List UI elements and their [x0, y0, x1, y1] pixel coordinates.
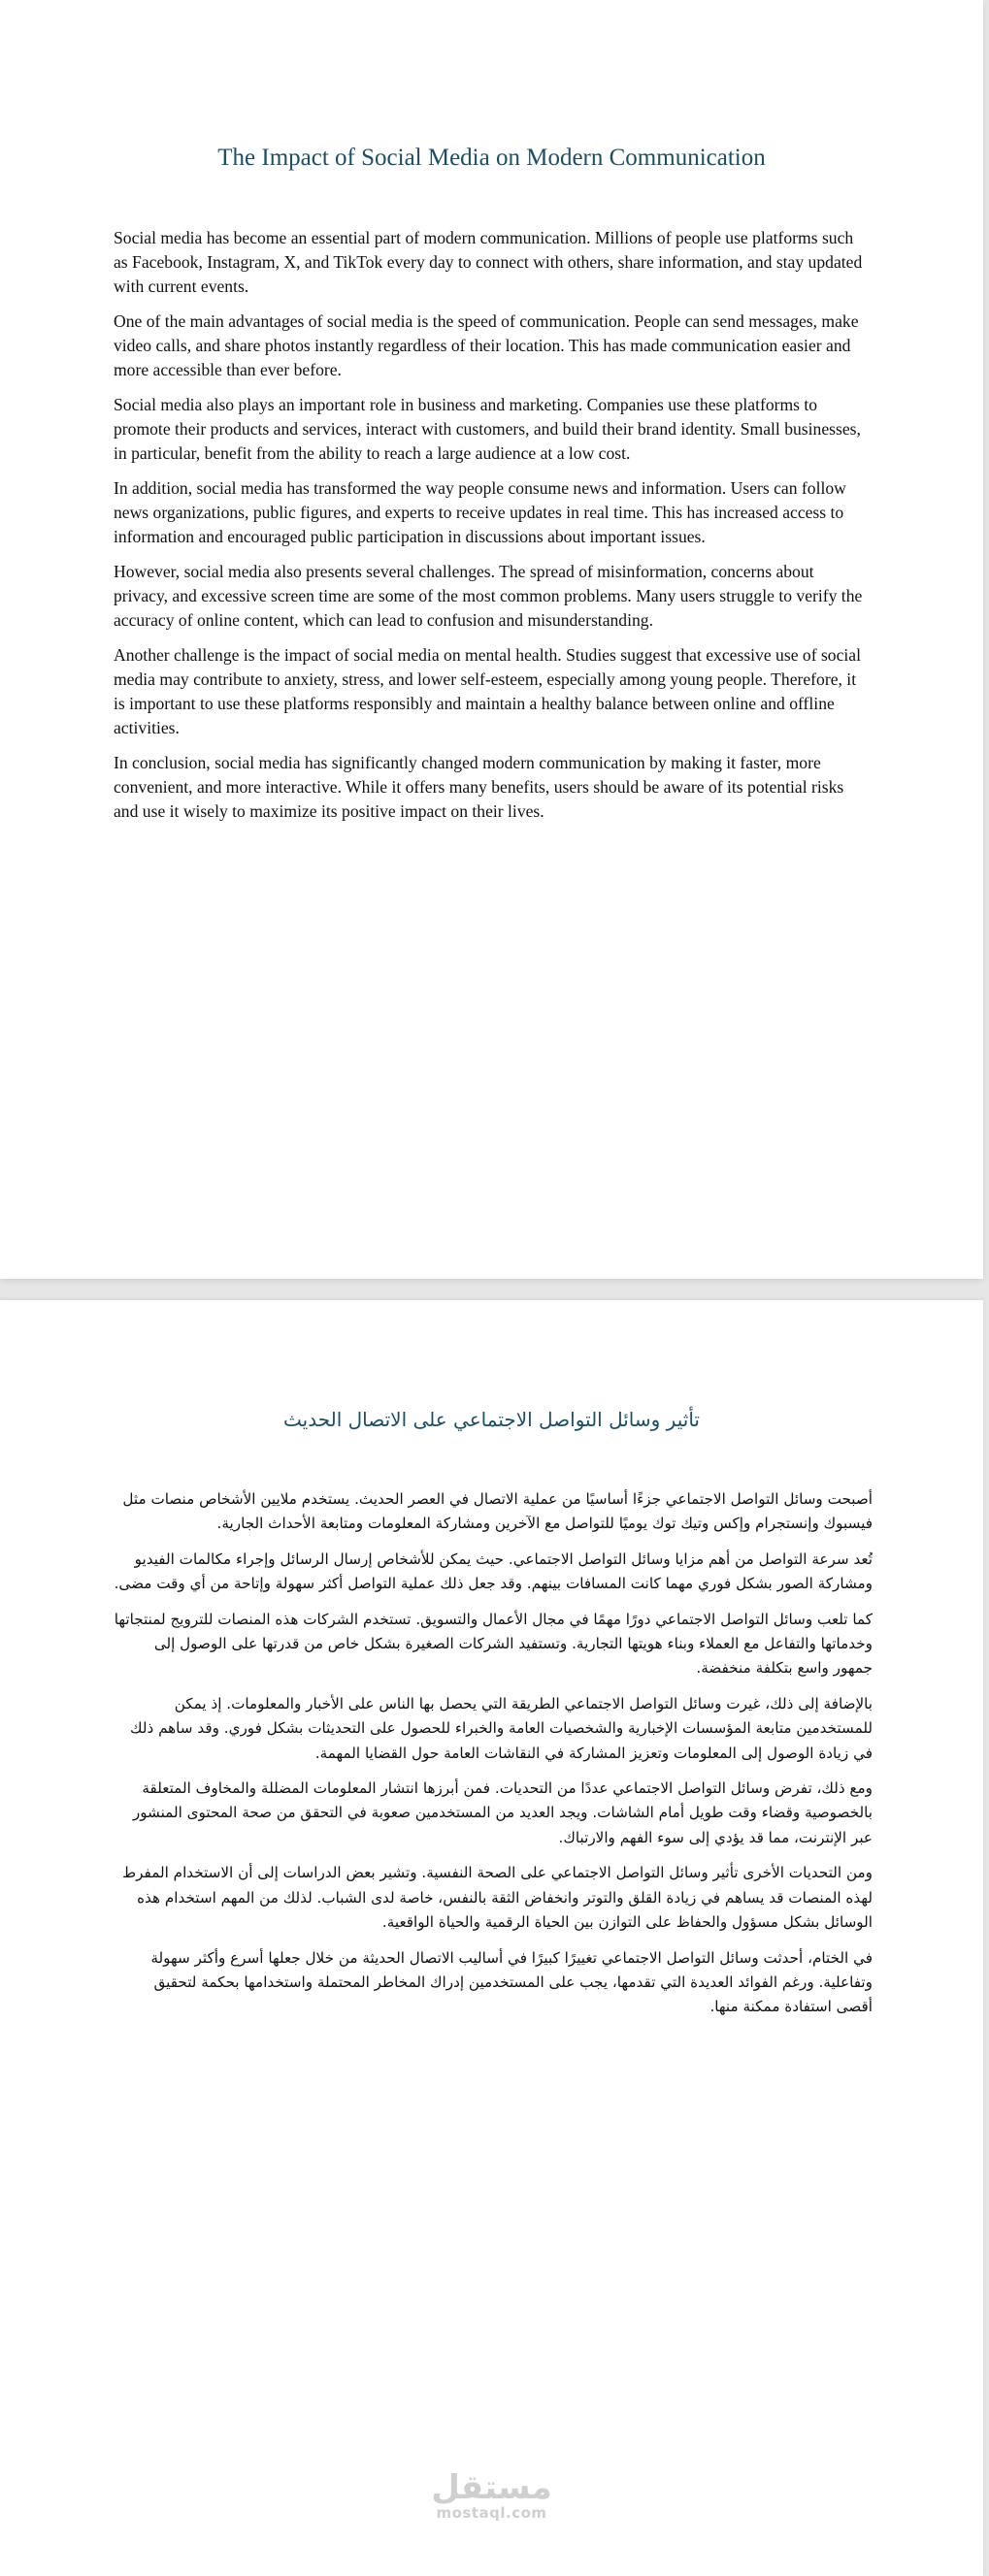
arabic-paragraph: تُعد سرعة التواصل من أهم مزايا وسائل التواصل الاجتماعي. حيث يمكن للأشخاص إرسال الرسائل وإجراء مكالمات الفيديو ومشاركة الصور بشكل فوري مهما كانت المسافات بينهم. وقد جعل ذلك عملية التواصل أكثر سهولة وإتاحة من أي وقت مضى. — [114, 1549, 873, 1593]
arabic-page — [0, 1300, 983, 2576]
mostaql-watermark — [0, 2470, 983, 2521]
arabic-paragraph: بالإضافة إلى ذلك، غيرت وسائل التواصل الاجتماعي الطريقة التي يحصل بها الناس على الأخبار والمعلومات. إذ يمكن للمستخدمين متابعة المؤسسات الإخبارية والشخصيات العامة والخبراء للحصول على التحديثات بشكل فوري. وقد ساهم ذلك في زيادة الوصول إلى المعلومات وتعزيز المشاركة في النقاشات العامة حول القضايا المهمة. — [130, 1694, 873, 1762]
watermark-logo: مستقل — [431, 2468, 552, 2507]
english-body — [114, 226, 871, 834]
english-page — [0, 0, 983, 1279]
english-paragraph: One of the main advantages of social media is the speed of communication. People can send messages, make video calls, and share photos instantly regardless of their location. This has made communication easier and more accessible than ever before. — [114, 311, 859, 379]
watermark-url: mostaql.com — [436, 2504, 547, 2522]
english-paragraph: In addition, social media has transformed the way people consume news and information. Users can follow news organizations, public figures, and experts to receive updates in real time. This has increased access to information and encouraged public participation in discussions about important issues. — [114, 478, 846, 546]
english-paragraph: Another challenge is the impact of social media on mental health. Studies suggest that excessive use of social media may contribute to anxiety, stress, and lower self-esteem, especially among young people. Therefore, it is important to use these platforms responsibly and maintain a healthy balance between online and offline activities. — [114, 645, 862, 737]
english-paragraph: However, social media also presents several challenges. The spread of misinformation, concerns about privacy, and excessive screen time are some of the most common problems. Many users struggle to verify the accuracy of online content, which can lead to confusion and misunderstanding. — [114, 562, 863, 630]
english-title: The Impact of Social Media on Modern Communication — [217, 145, 766, 171]
arabic-paragraph: في الختام، أحدثت وسائل التواصل الاجتماعي تغييرًا كبيرًا في أساليب الاتصال الحديثة من خلال جعلها أسرع وأكثر سهولة وتفاعلية. ورغم الفوائد العديدة التي تقدمها، يجب على المستخدمين إدراك المخاطر المحتملة واستخدامها بحكمة لتحقيق أقصى استفادة ممكنة منها. — [150, 1948, 873, 2016]
arabic-paragraph: ومع ذلك، تفرض وسائل التواصل الاجتماعي عددًا من التحديات. فمن أبرزها انتشار المعلومات المضللة والمخاوف المتعلقة بالخصوصية وقضاء وقت طويل أمام الشاشات. ويجد العديد من المستخدمين صعوبة في التحقق من صحة المحتوى المنشور عبر الإنترنت، مما قد يؤدي إلى سوء الفهم والارتباك. — [132, 1779, 873, 1846]
arabic-body — [114, 1487, 873, 2031]
arabic-paragraph: أصبحت وسائل التواصل الاجتماعي جزءًا أساسيًا من عملية الاتصال في العصر الحديث. يستخدم ملايين الأشخاص منصات مثل فيسبوك وإنستجرام وإكس وتيك توك يوميًا للتواصل مع الآخرين ومشاركة المعلومات ومتابعة الأحداث الجارية. — [122, 1490, 873, 1533]
english-paragraph: Social media also plays an important role in business and marketing. Companies use these platforms to promote their products and services, interact with customers, and build their brand identity. Small businesses, in particular, benefit from the ability to reach a large audience at a low cost. — [114, 395, 861, 463]
english-paragraph: Social media has become an essential part of modern communication. Millions of people use platforms such as Facebook, Instagram, X, and TikTok every day to connect with others, share information, and stay updated with current events. — [114, 228, 863, 296]
english-paragraph: In conclusion, social media has significantly changed modern communication by making it faster, more convenient, and more interactive. While it offers many benefits, users should be aware of its potential risks and use it wisely to maximize its positive impact on their lives. — [114, 753, 844, 821]
arabic-title: تأثير وسائل التواصل الاجتماعي على الاتصال الحديث — [283, 1408, 700, 1431]
arabic-paragraph: كما تلعب وسائل التواصل الاجتماعي دورًا مهمًا في مجال الأعمال والتسويق. تستخدم الشركات هذه المنصات للترويج لمنتجاتها وخدماتها والتفاعل مع العملاء وبناء هويتها التجارية. وتستفيد الشركات الصغيرة بشكل خاص من قدرتها على الوصول إلى جمهور واسع بتكلفة منخفضة. — [114, 1610, 873, 1678]
arabic-paragraph: ومن التحديات الأخرى تأثير وسائل التواصل الاجتماعي على الصحة النفسية. وتشير بعض الدراسات إلى أن الاستخدام المفرط لهذه المنصات قد يساهم في زيادة القلق والتوتر وانخفاض الثقة بالنفس، خاصة لدى الشباب. لذلك من المهم استخدام هذه الوسائل بشكل مسؤول والحفاظ على التوازن بين الحياة الرقمية والحياة الواقعية. — [122, 1864, 873, 1932]
